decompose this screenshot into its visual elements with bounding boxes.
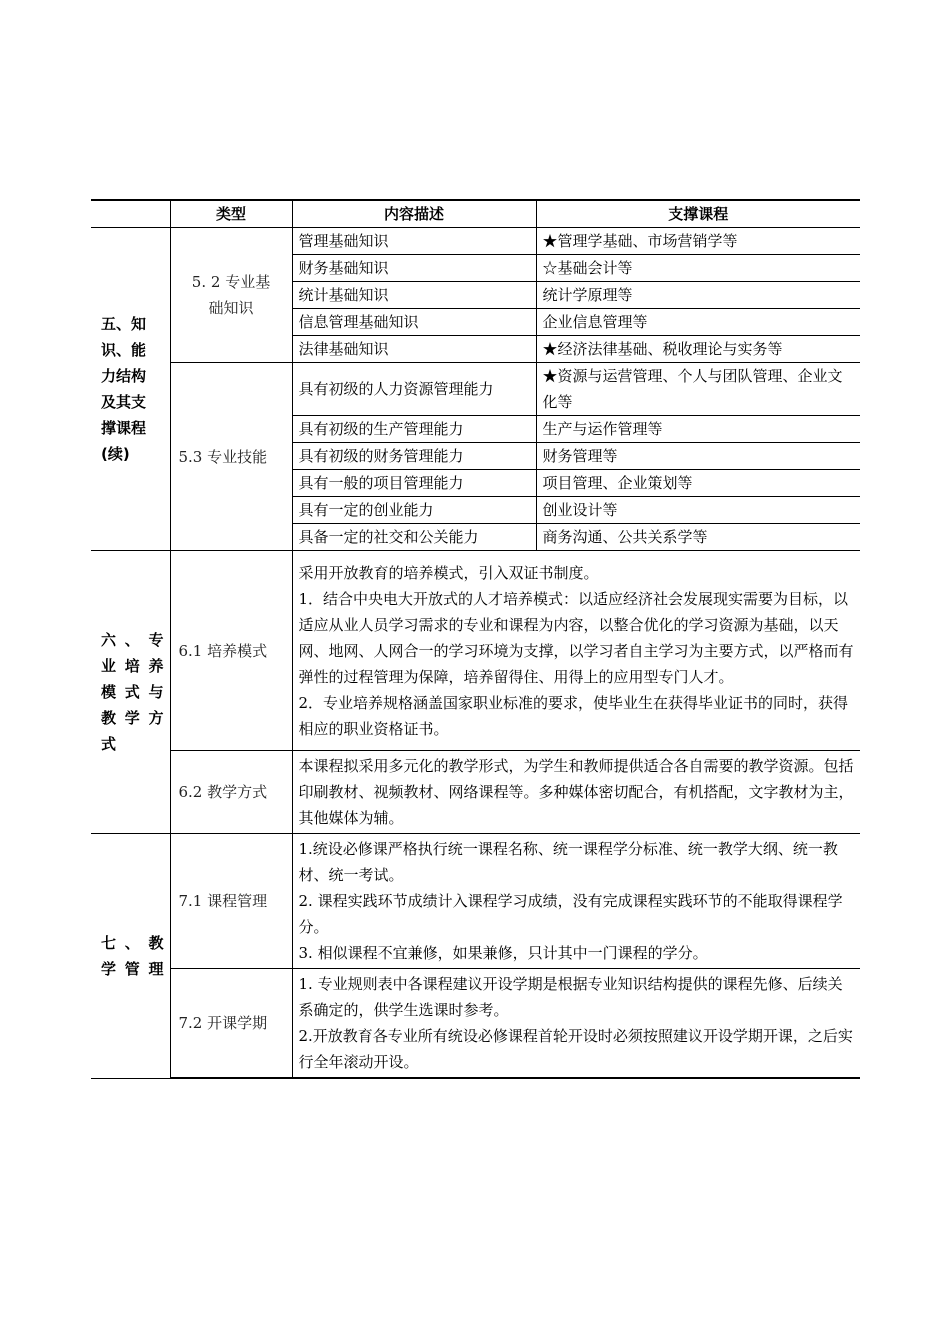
desc-cell: 财务基础知识 <box>292 255 536 282</box>
paragraph: 1.统设必修课严格执行统一课程名称、统一课程学分标准、统一教学大纲、统一教材、统一考试。 <box>298 840 838 884</box>
paragraph: 1. 专业规则表中各课程建议开设学期是根据专业知识结构提供的课程先修、后续关系确定的，供学生选课时参考。 <box>298 975 843 1019</box>
paragraph: 3. 相似课程不宜兼修，如果兼修，只计其中一门课程的学分。 <box>298 944 708 962</box>
paragraph: 采用开放教育的培养模式，引入双证书制度。 <box>298 563 599 582</box>
table-row <box>91 551 860 751</box>
section7-title: 七、教 学管理 <box>91 834 170 1079</box>
course-cell: ★经济法律基础、税收理论与实务等 <box>536 336 860 363</box>
desc-cell: 信息管理基础知识 <box>292 309 536 336</box>
section6-title: 六、专 业培养 模式与 教学方 式 <box>91 551 170 834</box>
header-type: 类型 <box>170 200 292 228</box>
table-row <box>91 228 860 255</box>
header-desc: 内容描述 <box>292 200 536 228</box>
course-cell: 统计学原理等 <box>536 282 860 309</box>
paragraph: 1．结合中央电大开放式的人才培养模式：以适应经济社会发展现实需要为目标，以适应从业人员学习需求的专业和课程为内容，以整合优化的学习资源为基础，以天网、地网、人网合一的学习环境为支撑，以学习者自主学习为主要方式，以严格而有弹性的过程管理为保障，培养留得住、用得上的应用型专门人才。 <box>298 589 854 686</box>
header-blank <box>91 200 170 228</box>
desc-cell: 统计基础知识 <box>292 282 536 309</box>
type-teaching-method: 6.2 教学方式 <box>170 751 292 834</box>
desc-cell: 具有一般的项目管理能力 <box>292 470 536 497</box>
course-management-content <box>292 834 860 969</box>
desc-cell: 具备一定的社交和公关能力 <box>292 524 536 551</box>
table-row <box>91 834 860 969</box>
training-mode-content <box>292 551 860 751</box>
desc-cell: 具有初级的生产管理能力 <box>292 416 536 443</box>
table-row <box>91 751 860 834</box>
desc-cell: 具有初级的财务管理能力 <box>292 443 536 470</box>
desc-cell: 法律基础知识 <box>292 336 536 363</box>
header-row <box>91 200 860 228</box>
type-course-management: 7.1 课程管理 <box>170 834 292 969</box>
table-row <box>91 969 860 1079</box>
course-cell: ★资源与运营管理、个人与团队管理、企业文化等 <box>536 363 860 416</box>
course-cell: ★管理学基础、市场营销学等 <box>536 228 860 255</box>
paragraph: 2. 课程实践环节成绩计入课程学习成绩，没有完成课程实践环节的不能取得课程学分。 <box>298 892 843 936</box>
course-cell: 项目管理、企业策划等 <box>536 470 860 497</box>
type-basic-knowledge: 5. 2 专业基础知识 <box>170 228 292 363</box>
desc-cell: 具有初级的人力资源管理能力 <box>292 363 536 416</box>
course-cell: 企业信息管理等 <box>536 309 860 336</box>
type-semester: 7.2 开课学期 <box>170 969 292 1079</box>
type-skills: 5.3 专业技能 <box>170 363 292 551</box>
paragraph: 本课程拟采用多元化的教学形式，为学生和教师提供适合各自需要的教学资源。包括印刷教材、视频教材、网络课程等。多种媒体密切配合，有机搭配，文字教材为主，其他媒体为辅。 <box>298 757 854 827</box>
desc-cell: 具有一定的创业能力 <box>292 497 536 524</box>
table-row <box>91 363 860 416</box>
curriculum-table <box>91 199 860 1079</box>
header-course: 支撑课程 <box>536 200 860 228</box>
course-cell: 生产与运作管理等 <box>536 416 860 443</box>
paragraph: 2．专业培养规格涵盖国家职业标准的要求，使毕业生在获得毕业证书的同时，获得相应的职业资格证书。 <box>298 693 849 738</box>
desc-cell: 管理基础知识 <box>292 228 536 255</box>
course-cell: 财务管理等 <box>536 443 860 470</box>
course-cell: ☆基础会计等 <box>536 255 860 282</box>
course-cell: 创业设计等 <box>536 497 860 524</box>
type-training-mode: 6.1 培养模式 <box>170 551 292 751</box>
paragraph: 2.开放教育各专业所有统设必修课程首轮开设时必须按照建议开设学期开课，之后实行全年滚动开设。 <box>298 1027 853 1071</box>
section5-title: 五、知 识、能 力结构 及其支 撑课程 (续) <box>91 228 170 551</box>
teaching-method-content <box>292 751 860 834</box>
course-cell: 商务沟通、公共关系学等 <box>536 524 860 551</box>
semester-content <box>292 969 860 1079</box>
